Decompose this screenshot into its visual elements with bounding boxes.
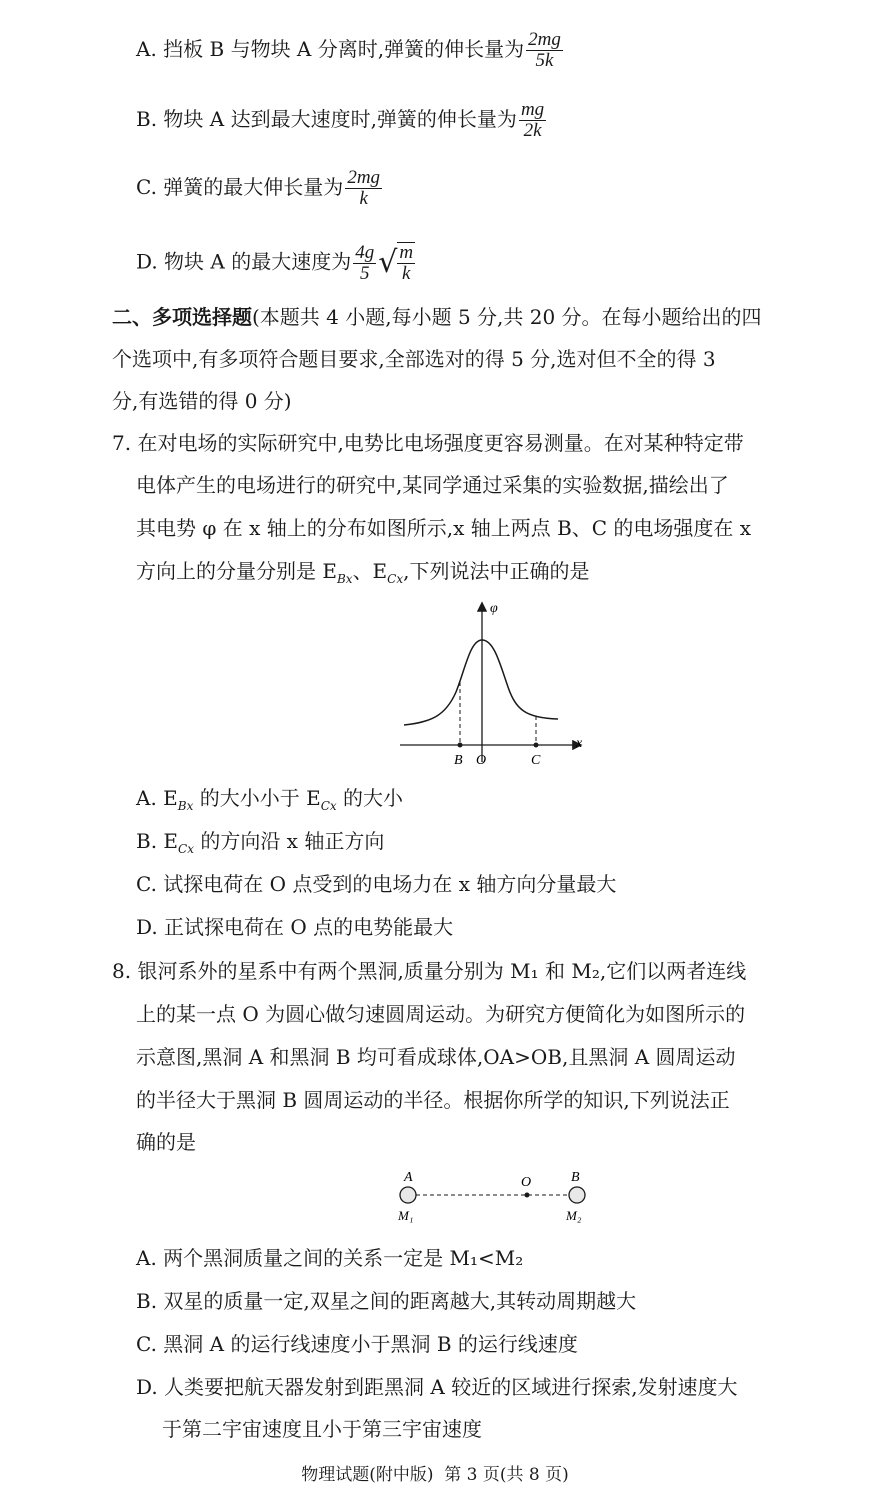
q7-option-d: D. 正试探电荷在 O 点的电势能最大 [136,915,454,939]
a-label: A [404,1170,413,1185]
potential-distribution-figure [390,592,600,772]
q6-option-b: B. 物块 A 达到最大速度时,弹簧的伸长量为 $\frac{mg}{2k}$ [136,99,545,141]
q8-option-a: A. 两个黑洞质量之间的关系一定是 M₁<M₂ [136,1246,524,1270]
black-hole-b [569,1187,585,1203]
b-label: B [571,1170,580,1185]
section2-line3: 分,有选错的得 0 分) [112,389,292,413]
fraction: $\frac{mg}{2k}$ [520,99,545,141]
q8-option-d-line1: D. 人类要把航天器发射到距黑洞 A 较近的区域进行探索,发射速度大 [136,1375,738,1399]
q8-option-d-line2: 于第二宇宙速度且小于第三宇宙速度 [162,1417,482,1441]
q8-line1: 8. 银河系外的星系中有两个黑洞,质量分别为 M₁ 和 M₂,它们以两者连线 [112,959,747,983]
page-footer: 物理试题(附中版) 第 3 页(共 8 页) [301,1465,569,1485]
phi-axis-label: φ [490,601,498,616]
c-label: C [531,753,541,768]
q8-option-b: B. 双星的质量一定,双星之间的距离越大,其转动周期越大 [136,1289,637,1313]
q7-line1: 7. 在对电场的实际研究中,电势比电场强度更容易测量。在对某种特定带 [112,431,744,455]
q8-line4: 的半径大于黑洞 B 圆周运动的半径。根据你所学的知识,下列说法正 [136,1088,730,1112]
o-label: O [521,1175,532,1190]
q8-line3: 示意图,黑洞 A 和黑洞 B 均可看成球体,OA>OB,且黑洞 A 圆周运动 [136,1045,736,1069]
b-label: B [454,753,463,768]
q6-option-d: D. 物块 A 的最大速度为 $\frac{4g}{5}$ √ $\frac{m}{k}$ [136,241,414,284]
q8-line5: 确的是 [136,1130,196,1154]
q6-option-a: A. 挡板 B 与物块 A 分离时,弹簧的伸长量为 $\frac{2mg}{5k}$ [136,29,561,71]
section2-line2: 个选项中,有多项符合题目要求,全部选对的得 5 分,选对但不全的得 3 [112,347,716,371]
o-label: O [476,753,487,768]
fraction: $\frac{4g}{5}$ [355,241,375,284]
section2-line1: 二、多项选择题(本题共 4 小题,每小题 5 分,共 20 分。在每小题给出的四 [112,305,762,329]
q7-line4: 方向上的分量分别是 $E_{Bx}$、$E_{Cx}$,下列说法中正确的是 [136,559,590,586]
q6-option-c: C. 弹簧的最大伸长量为 $\frac{2mg}{k}$ [136,167,381,209]
q8-line2: 上的某一点 O 为圆心做匀速圆周运动。为研究方便简化为如图所示的 [136,1002,746,1026]
q7-option-c: C. 试探电荷在 O 点受到的电场力在 x 轴方向分量最大 [136,872,617,896]
sqrt-sign: √ [378,245,398,280]
m1-label: M₁ [398,1208,414,1223]
x-axis-label: x [576,736,583,751]
binary-black-hole-figure [390,1168,600,1228]
point-c [534,743,539,748]
potential-curve [404,640,558,725]
center-o [525,1193,530,1198]
q7-line3: 其电势 φ 在 x 轴上的分布如图所示,x 轴上两点 B、C 的电场强度在 x [136,516,752,540]
section2-title: 二、多项选择题 [112,305,252,329]
q8-option-c: C. 黑洞 A 的运行线速度小于黑洞 B 的运行线速度 [136,1332,578,1356]
fraction: $\frac{2mg}{5k}$ [528,29,561,71]
sqrt-fraction: $\frac{m}{k}$ [399,242,414,284]
q7-option-b: B. $E_{Cx}$ 的方向沿 x 轴正方向 [136,829,385,856]
q7-option-a: A. $E_{Bx}$ 的大小小于 $E_{Cx}$ 的大小 [136,786,403,813]
black-hole-a [400,1187,416,1203]
q7-line2: 电体产生的电场进行的研究中,某同学通过采集的实验数据,描绘出了 [136,473,729,497]
m2-label: M₂ [566,1208,582,1223]
point-b [458,743,463,748]
fraction: $\frac{2mg}{k}$ [347,167,381,209]
